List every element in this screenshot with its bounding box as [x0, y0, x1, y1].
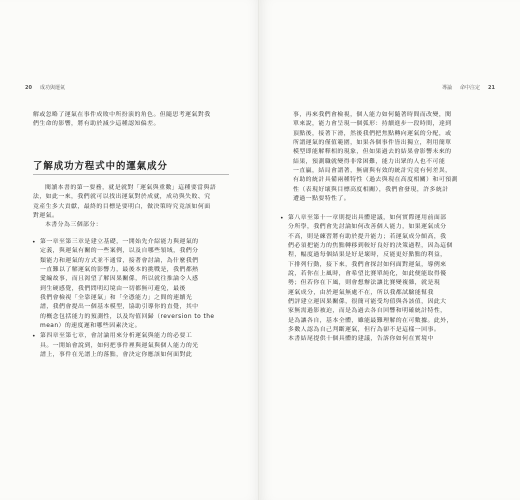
text-line: 頂點後，接著下滑，然後我們把焦點轉向運氣的分配，或 [293, 130, 452, 137]
text-line: 第八章至第十一章則提出具體建議，如何實際運用前面部 [288, 215, 447, 221]
text-line: 們必須把能力的焦點轉移到較好良好的決策過程，因為這個 [288, 243, 453, 250]
text-line: 事，再來我們會檢視，個人能力如何隨著時間而改變，閱 [293, 112, 452, 118]
text-line: 結果，預測職就變得非常困難，能力出眾的人也不可能 [293, 158, 446, 165]
text-line: 家無需過影被迫，而是為過去各自回響和明確統計特性， [288, 308, 447, 315]
right-page-number: 21 [488, 84, 495, 91]
left-intro-paragraph [33, 111, 229, 130]
text-line: 第一章至第三章是建立基礎，一開始先介紹能力與運氣的 [40, 239, 199, 245]
text-line: 模型即能解釋相的現象，但如果過去的結果會影響未來的 [293, 149, 452, 156]
right-running-header [442, 84, 495, 91]
text-line: mean）的速度遲和哪些因素決定。 [40, 323, 141, 330]
text-line: 運氣成分，由於運氣無處不在，所以我都試驗能幫我 [288, 289, 434, 296]
text-line: 本書結尾提供十個具體的建議，告訴你如何在實境中 [288, 336, 434, 343]
left-bullet-list [32, 238, 230, 360]
text-line: 分所學，我們會先討論如何改善個人能力，如果運氣成分 [288, 224, 447, 231]
right-header-subtitle: 命中注定 [460, 85, 481, 91]
text-line: 解或忽略了運氣在事件成敗中所扮演的角色。但隨思考運氣對我 [33, 112, 211, 118]
text-line: 譜上，事件在光譜上的落點，會決定你應該如何面對此 [40, 352, 193, 359]
text-line: 勢；但若你在下風，則會想辦法讓比賽變複雜，就是現 [288, 280, 441, 287]
text-line: 多數人認為自己判斷運氣，但行為卻不是這樣一回事。 [288, 327, 441, 334]
text-line: 對運氣。 [33, 213, 59, 220]
text-line: 第四章至第七章，會討論用來分析運氣與能力的必要工 [40, 333, 193, 340]
text-line: 是為讓各自，基本全體，雖能最難理解的在可數據。此外， [288, 317, 453, 324]
left-header-title: 成功與運氣 [39, 85, 65, 91]
text-line: 們生命的影響，將有助於減少這種認知偏差。 [33, 121, 160, 128]
text-line: 我們會檢視「全靠運氣」和「全憑能力」之間的連續光 [40, 295, 193, 302]
list-item [32, 332, 230, 360]
text-line: 性（表現好壞與目標高度相關），我們會發現，許多統計 [293, 186, 449, 193]
text-line: 定義，與運氣有關的一些案例，以及自哪些領域，我們分 [40, 248, 199, 255]
left-running-header [25, 84, 65, 91]
right-page [260, 0, 520, 500]
section-title: 了解成功方程式中的運氣成分 [33, 158, 229, 175]
right-header-title: 導論 [442, 85, 453, 91]
text-line: 不高，則是練習將有助於提升能力；若運氣成分頗高，我 [288, 233, 447, 240]
text-line: 本書分為三個部分： [45, 222, 103, 229]
left-paragraph-1 [33, 184, 229, 231]
text-line: 有助的統計具備兩種特性（過去與現在高度相關）和可預測 [293, 177, 458, 184]
list-item [280, 214, 491, 345]
text-line: 竟產生多大貢獻，最終的目標是要明白，做決策時究竟該如何面 [33, 203, 211, 210]
text-line: 們評建立運因果關係，很簡可能受均值與各該值，因此大 [288, 299, 447, 306]
bullet-icon: • [32, 239, 36, 246]
text-line: 所謂運氣的僅值範圍，如果各個事件皆出獨立，利用簡單 [293, 140, 452, 147]
text-line: 法，如此一來，我們就可以找出運氣對於成就，成功與失敗、究 [33, 194, 211, 201]
text-line: 的概念包括能力的預測性，以及均值回歸（reversion to the [40, 313, 215, 320]
bullet-icon: • [280, 215, 284, 222]
text-line: 愛編故事，而且渴望了解因果關係，所以就往推論令人感 [40, 276, 199, 283]
text-line: 一直難以了解運氣的影響力，最後本的挑戰是，我們都熱 [40, 267, 199, 274]
text-line: 到生硬感覺，我們問明幻境由一切都無可避免，最後 [40, 285, 186, 292]
text-line: 譜，我們會提出一個基本模型，協助引導你的直覺，其中 [40, 304, 199, 311]
text-line: 單來說，能力會呈現一個弧形：持續進步一段時間，達到 [293, 121, 452, 128]
bullet-icon: • [32, 333, 36, 341]
text-line: 說，若你在上風時，會希望比賽單純化，如此便能取得優 [288, 271, 447, 278]
right-paragraph-1 [293, 111, 491, 204]
right-bullet-list [280, 214, 491, 345]
text-line: 遭過一點要特性了。 [293, 196, 351, 203]
text-line: 具。一開始會說到，如何把事件裡與運氣與個人能力的光 [40, 342, 199, 349]
text-line: 一直贏，結局會謂著，無庸與有效的統計究竟有何差異， [293, 168, 452, 175]
text-line: 類能力和運氣的方式並不通常，接著會討論，為什麼我們 [40, 257, 199, 264]
text-line: 程，幅度過每個結果是好是壞時，反能更好點點的利益， [288, 252, 447, 259]
text-line: 下排列行動，接下來，我們會探討如何面對運氣，導例來 [288, 261, 447, 268]
left-page-number: 20 [25, 84, 32, 91]
text-line: 閱讀本書的第一要務，就是就對「運氣與重數」這種要當與語 [45, 185, 217, 191]
list-item [32, 238, 230, 331]
